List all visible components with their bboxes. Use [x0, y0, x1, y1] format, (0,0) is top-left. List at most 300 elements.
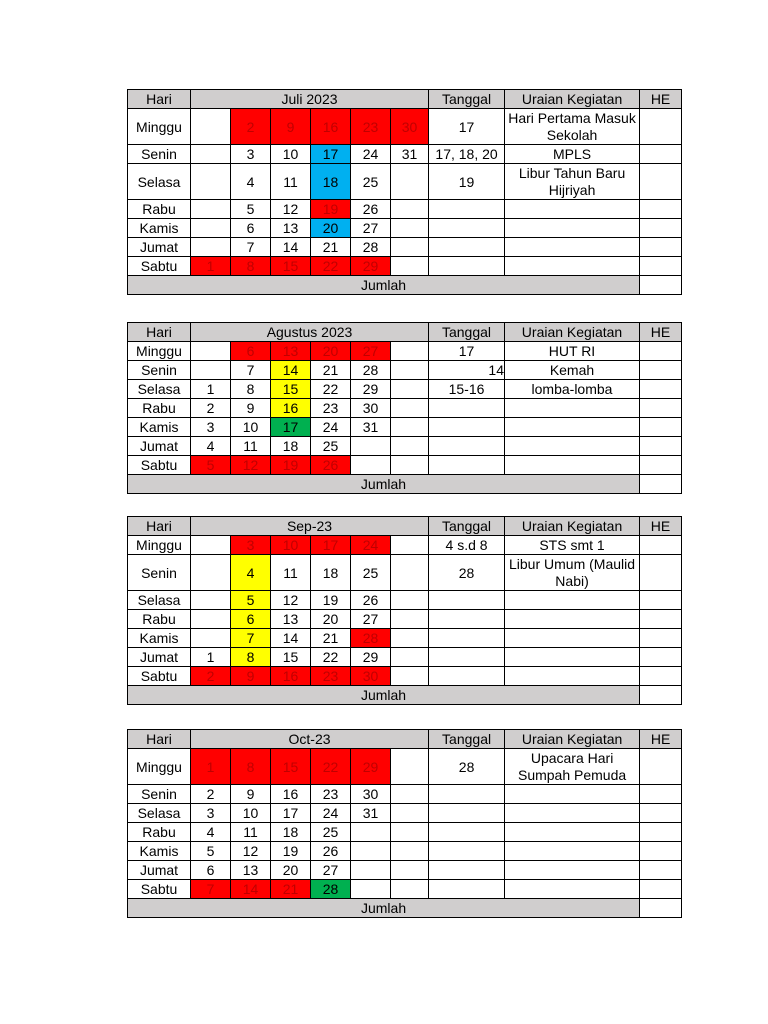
day-row: [128, 418, 682, 437]
date-cell: 4: [231, 555, 271, 591]
day-row: [128, 456, 682, 475]
jumlah-he-cell: [640, 475, 682, 494]
day-name: Minggu: [128, 536, 191, 555]
date-cell: 24: [311, 418, 351, 437]
date-cell: 16: [311, 109, 351, 145]
tanggal-cell: 28: [429, 555, 505, 591]
date-cell: [391, 361, 429, 380]
he-cell: [640, 880, 682, 899]
uraian-cell: [505, 880, 640, 899]
header-row: [128, 730, 682, 749]
day-name: Senin: [128, 785, 191, 804]
date-cell: 21: [271, 880, 311, 899]
date-cell: 23: [311, 399, 351, 418]
date-cell: 29: [351, 648, 391, 667]
date-cell: 5: [231, 591, 271, 610]
date-cell: [391, 257, 429, 276]
month-table: [127, 322, 682, 494]
date-cell: 12: [231, 456, 271, 475]
day-name: Senin: [128, 555, 191, 591]
tanggal-cell: 4 s.d 8: [429, 536, 505, 555]
date-cell: [191, 219, 231, 238]
date-cell: [391, 861, 429, 880]
uraian-cell: [505, 437, 640, 456]
day-row: [128, 648, 682, 667]
date-cell: [191, 342, 231, 361]
date-cell: [391, 610, 429, 629]
date-cell: [191, 361, 231, 380]
month-title: Agustus 2023: [191, 323, 429, 342]
day-row: [128, 785, 682, 804]
day-row: [128, 842, 682, 861]
date-cell: 1: [191, 749, 231, 785]
date-cell: 16: [271, 667, 311, 686]
header-row: [128, 517, 682, 536]
tanggal-cell: [429, 591, 505, 610]
date-cell: 20: [311, 342, 351, 361]
he-cell: [640, 342, 682, 361]
date-cell: 25: [311, 823, 351, 842]
date-cell: 8: [231, 380, 271, 399]
tanggal-cell: 17: [429, 109, 505, 145]
tanggal-cell: [429, 667, 505, 686]
tanggal-cell: [429, 823, 505, 842]
date-cell: 8: [231, 749, 271, 785]
day-name: Minggu: [128, 342, 191, 361]
date-cell: 30: [351, 785, 391, 804]
header-he: HE: [640, 323, 682, 342]
jumlah-he-cell: [640, 276, 682, 295]
date-cell: 25: [311, 437, 351, 456]
tanggal-cell: [429, 257, 505, 276]
he-cell: [640, 238, 682, 257]
uraian-cell: [505, 804, 640, 823]
date-cell: [391, 555, 429, 591]
date-cell: 23: [311, 785, 351, 804]
date-cell: 15: [271, 380, 311, 399]
day-row: [128, 804, 682, 823]
tanggal-cell: [429, 880, 505, 899]
date-cell: 19: [271, 842, 311, 861]
he-cell: [640, 629, 682, 648]
uraian-cell: [505, 648, 640, 667]
tanggal-cell: [429, 629, 505, 648]
date-cell: 11: [271, 164, 311, 200]
date-cell: [191, 555, 231, 591]
date-cell: 24: [311, 804, 351, 823]
header-uraian: Uraian Kegiatan: [505, 323, 640, 342]
he-cell: [640, 749, 682, 785]
date-cell: 14: [271, 629, 311, 648]
date-cell: [351, 861, 391, 880]
date-cell: 29: [351, 380, 391, 399]
header-uraian: Uraian Kegiatan: [505, 517, 640, 536]
uraian-cell: Libur Umum (Maulid Nabi): [505, 555, 640, 591]
header-uraian: Uraian Kegiatan: [505, 90, 640, 109]
date-cell: 9: [231, 399, 271, 418]
date-cell: [191, 610, 231, 629]
tanggal-cell: [429, 399, 505, 418]
tanggal-cell: 14: [429, 361, 505, 380]
day-name: Minggu: [128, 109, 191, 145]
jumlah-row: [128, 686, 682, 705]
date-cell: 28: [351, 361, 391, 380]
he-cell: [640, 536, 682, 555]
date-cell: 4: [191, 437, 231, 456]
header-row: [128, 90, 682, 109]
date-cell: 27: [311, 861, 351, 880]
date-cell: 31: [391, 145, 429, 164]
date-cell: [391, 342, 429, 361]
date-cell: 6: [231, 219, 271, 238]
uraian-cell: [505, 399, 640, 418]
tanggal-cell: 17, 18, 20: [429, 145, 505, 164]
day-row: [128, 880, 682, 899]
day-name: Selasa: [128, 164, 191, 200]
date-cell: [191, 591, 231, 610]
date-cell: 23: [351, 109, 391, 145]
date-cell: [391, 200, 429, 219]
date-cell: [191, 109, 231, 145]
header-hari: Hari: [128, 517, 191, 536]
day-name: Senin: [128, 361, 191, 380]
date-cell: [391, 164, 429, 200]
day-name: Jumat: [128, 648, 191, 667]
day-row: [128, 536, 682, 555]
uraian-cell: Upacara Hari Sumpah Pemuda: [505, 749, 640, 785]
date-cell: 13: [271, 219, 311, 238]
date-cell: [391, 749, 429, 785]
uraian-cell: [505, 219, 640, 238]
tanggal-cell: [429, 648, 505, 667]
jumlah-row: [128, 475, 682, 494]
day-row: [128, 861, 682, 880]
day-name: Jumat: [128, 437, 191, 456]
date-cell: 11: [271, 555, 311, 591]
day-row: [128, 200, 682, 219]
date-cell: [391, 380, 429, 399]
uraian-cell: Libur Tahun Baru Hijriyah: [505, 164, 640, 200]
uraian-cell: Kemah: [505, 361, 640, 380]
he-cell: [640, 456, 682, 475]
header-hari: Hari: [128, 730, 191, 749]
date-cell: 13: [271, 610, 311, 629]
date-cell: 2: [191, 667, 231, 686]
date-cell: 22: [311, 257, 351, 276]
he-cell: [640, 861, 682, 880]
day-row: [128, 238, 682, 257]
date-cell: 26: [311, 842, 351, 861]
date-cell: 10: [231, 418, 271, 437]
date-cell: [391, 418, 429, 437]
date-cell: 31: [351, 418, 391, 437]
date-cell: 17: [271, 804, 311, 823]
uraian-cell: [505, 238, 640, 257]
jumlah-label: Jumlah: [128, 475, 640, 494]
tanggal-cell: 28: [429, 749, 505, 785]
date-cell: 15: [271, 257, 311, 276]
date-cell: 1: [191, 648, 231, 667]
date-cell: 19: [311, 200, 351, 219]
date-cell: 17: [311, 145, 351, 164]
date-cell: [391, 591, 429, 610]
he-cell: [640, 257, 682, 276]
date-cell: 2: [231, 109, 271, 145]
date-cell: 7: [231, 238, 271, 257]
date-cell: 3: [191, 804, 231, 823]
tanggal-cell: [429, 219, 505, 238]
date-cell: 7: [231, 361, 271, 380]
date-cell: 5: [191, 842, 231, 861]
date-cell: 26: [351, 591, 391, 610]
day-row: [128, 823, 682, 842]
day-row: [128, 555, 682, 591]
date-cell: 11: [231, 437, 271, 456]
date-cell: 27: [351, 610, 391, 629]
date-cell: 14: [231, 880, 271, 899]
date-cell: 16: [271, 785, 311, 804]
header-tanggal: Tanggal: [429, 517, 505, 536]
header-tanggal: Tanggal: [429, 323, 505, 342]
date-cell: [191, 145, 231, 164]
date-cell: 24: [351, 536, 391, 555]
header-he: HE: [640, 90, 682, 109]
day-name: Sabtu: [128, 456, 191, 475]
he-cell: [640, 785, 682, 804]
he-cell: [640, 842, 682, 861]
date-cell: [391, 238, 429, 257]
day-row: [128, 361, 682, 380]
date-cell: [191, 164, 231, 200]
date-cell: [391, 667, 429, 686]
day-name: Sabtu: [128, 880, 191, 899]
tanggal-cell: [429, 437, 505, 456]
day-name: Kamis: [128, 842, 191, 861]
date-cell: 20: [271, 861, 311, 880]
he-cell: [640, 219, 682, 238]
header-hari: Hari: [128, 323, 191, 342]
date-cell: 22: [311, 648, 351, 667]
he-cell: [640, 437, 682, 456]
jumlah-label: Jumlah: [128, 276, 640, 295]
date-cell: 29: [351, 749, 391, 785]
month-table: [127, 516, 682, 705]
day-row: [128, 164, 682, 200]
he-cell: [640, 399, 682, 418]
tanggal-cell: [429, 418, 505, 437]
date-cell: 9: [271, 109, 311, 145]
date-cell: 20: [311, 610, 351, 629]
header-row: [128, 323, 682, 342]
date-cell: 31: [351, 804, 391, 823]
day-name: Minggu: [128, 749, 191, 785]
date-cell: [391, 219, 429, 238]
date-cell: 22: [311, 380, 351, 399]
date-cell: 20: [311, 219, 351, 238]
tanggal-cell: [429, 861, 505, 880]
date-cell: [391, 648, 429, 667]
he-cell: [640, 200, 682, 219]
uraian-cell: STS smt 1: [505, 536, 640, 555]
date-cell: 8: [231, 257, 271, 276]
uraian-cell: [505, 629, 640, 648]
month-table: [127, 89, 682, 295]
tanggal-cell: [429, 610, 505, 629]
date-cell: 12: [271, 591, 311, 610]
date-cell: 4: [231, 164, 271, 200]
day-row: [128, 145, 682, 164]
date-cell: 12: [271, 200, 311, 219]
date-cell: [351, 880, 391, 899]
date-cell: 4: [191, 823, 231, 842]
tanggal-cell: 19: [429, 164, 505, 200]
day-name: Sabtu: [128, 667, 191, 686]
date-cell: 30: [391, 109, 429, 145]
uraian-cell: [505, 418, 640, 437]
day-name: Kamis: [128, 418, 191, 437]
date-cell: 21: [311, 361, 351, 380]
date-cell: [391, 823, 429, 842]
date-cell: 19: [271, 456, 311, 475]
date-cell: [391, 880, 429, 899]
he-cell: [640, 418, 682, 437]
uraian-cell: [505, 842, 640, 861]
tanggal-cell: [429, 200, 505, 219]
uraian-cell: MPLS: [505, 145, 640, 164]
date-cell: 15: [271, 749, 311, 785]
he-cell: [640, 823, 682, 842]
tanggal-cell: [429, 804, 505, 823]
date-cell: 2: [191, 399, 231, 418]
uraian-cell: Hari Pertama Masuk Sekolah: [505, 109, 640, 145]
uraian-cell: [505, 257, 640, 276]
date-cell: 25: [351, 555, 391, 591]
header-tanggal: Tanggal: [429, 730, 505, 749]
tanggal-cell: [429, 456, 505, 475]
date-cell: [191, 200, 231, 219]
day-row: [128, 380, 682, 399]
date-cell: 7: [191, 880, 231, 899]
date-cell: 1: [191, 257, 231, 276]
date-cell: [391, 536, 429, 555]
date-cell: 10: [271, 145, 311, 164]
day-name: Kamis: [128, 629, 191, 648]
he-cell: [640, 145, 682, 164]
date-cell: 18: [311, 555, 351, 591]
day-row: [128, 749, 682, 785]
day-row: [128, 610, 682, 629]
jumlah-label: Jumlah: [128, 899, 640, 918]
date-cell: 9: [231, 785, 271, 804]
date-cell: 13: [271, 342, 311, 361]
day-row: [128, 437, 682, 456]
tanggal-cell: [429, 785, 505, 804]
uraian-cell: [505, 610, 640, 629]
date-cell: [391, 842, 429, 861]
date-cell: 21: [311, 629, 351, 648]
date-cell: [391, 456, 429, 475]
date-cell: [391, 437, 429, 456]
date-cell: 1: [191, 380, 231, 399]
date-cell: 26: [311, 456, 351, 475]
day-name: Rabu: [128, 610, 191, 629]
uraian-cell: [505, 861, 640, 880]
date-cell: 13: [231, 861, 271, 880]
date-cell: 3: [231, 145, 271, 164]
date-cell: 12: [231, 842, 271, 861]
date-cell: 15: [271, 648, 311, 667]
date-cell: 30: [351, 399, 391, 418]
uraian-cell: [505, 456, 640, 475]
uraian-cell: [505, 785, 640, 804]
day-row: [128, 219, 682, 238]
he-cell: [640, 591, 682, 610]
date-cell: 6: [231, 610, 271, 629]
he-cell: [640, 804, 682, 823]
date-cell: 29: [351, 257, 391, 276]
tanggal-cell: [429, 842, 505, 861]
date-cell: 7: [231, 629, 271, 648]
date-cell: 28: [351, 238, 391, 257]
month-title: Sep-23: [191, 517, 429, 536]
tanggal-cell: 15-16: [429, 380, 505, 399]
day-name: Selasa: [128, 591, 191, 610]
he-cell: [640, 164, 682, 200]
day-name: Sabtu: [128, 257, 191, 276]
he-cell: [640, 361, 682, 380]
day-row: [128, 257, 682, 276]
date-cell: [351, 842, 391, 861]
day-row: [128, 399, 682, 418]
date-cell: 10: [271, 536, 311, 555]
day-row: [128, 629, 682, 648]
date-cell: 2: [191, 785, 231, 804]
date-cell: 27: [351, 342, 391, 361]
date-cell: 18: [271, 437, 311, 456]
he-cell: [640, 109, 682, 145]
day-row: [128, 109, 682, 145]
date-cell: 19: [311, 591, 351, 610]
he-cell: [640, 610, 682, 629]
uraian-cell: [505, 823, 640, 842]
date-cell: [391, 629, 429, 648]
date-cell: 17: [271, 418, 311, 437]
jumlah-row: [128, 899, 682, 918]
header-tanggal: Tanggal: [429, 90, 505, 109]
month-title: Oct-23: [191, 730, 429, 749]
date-cell: 10: [231, 804, 271, 823]
he-cell: [640, 555, 682, 591]
day-name: Rabu: [128, 823, 191, 842]
date-cell: 23: [311, 667, 351, 686]
date-cell: [351, 456, 391, 475]
uraian-cell: lomba-lomba: [505, 380, 640, 399]
date-cell: 6: [231, 342, 271, 361]
day-name: Rabu: [128, 399, 191, 418]
date-cell: 25: [351, 164, 391, 200]
date-cell: 5: [231, 200, 271, 219]
day-name: Rabu: [128, 200, 191, 219]
date-cell: 28: [311, 880, 351, 899]
date-cell: 18: [271, 823, 311, 842]
date-cell: 18: [311, 164, 351, 200]
date-cell: [191, 238, 231, 257]
date-cell: 27: [351, 219, 391, 238]
jumlah-row: [128, 276, 682, 295]
day-name: Kamis: [128, 219, 191, 238]
date-cell: 6: [191, 861, 231, 880]
day-row: [128, 667, 682, 686]
